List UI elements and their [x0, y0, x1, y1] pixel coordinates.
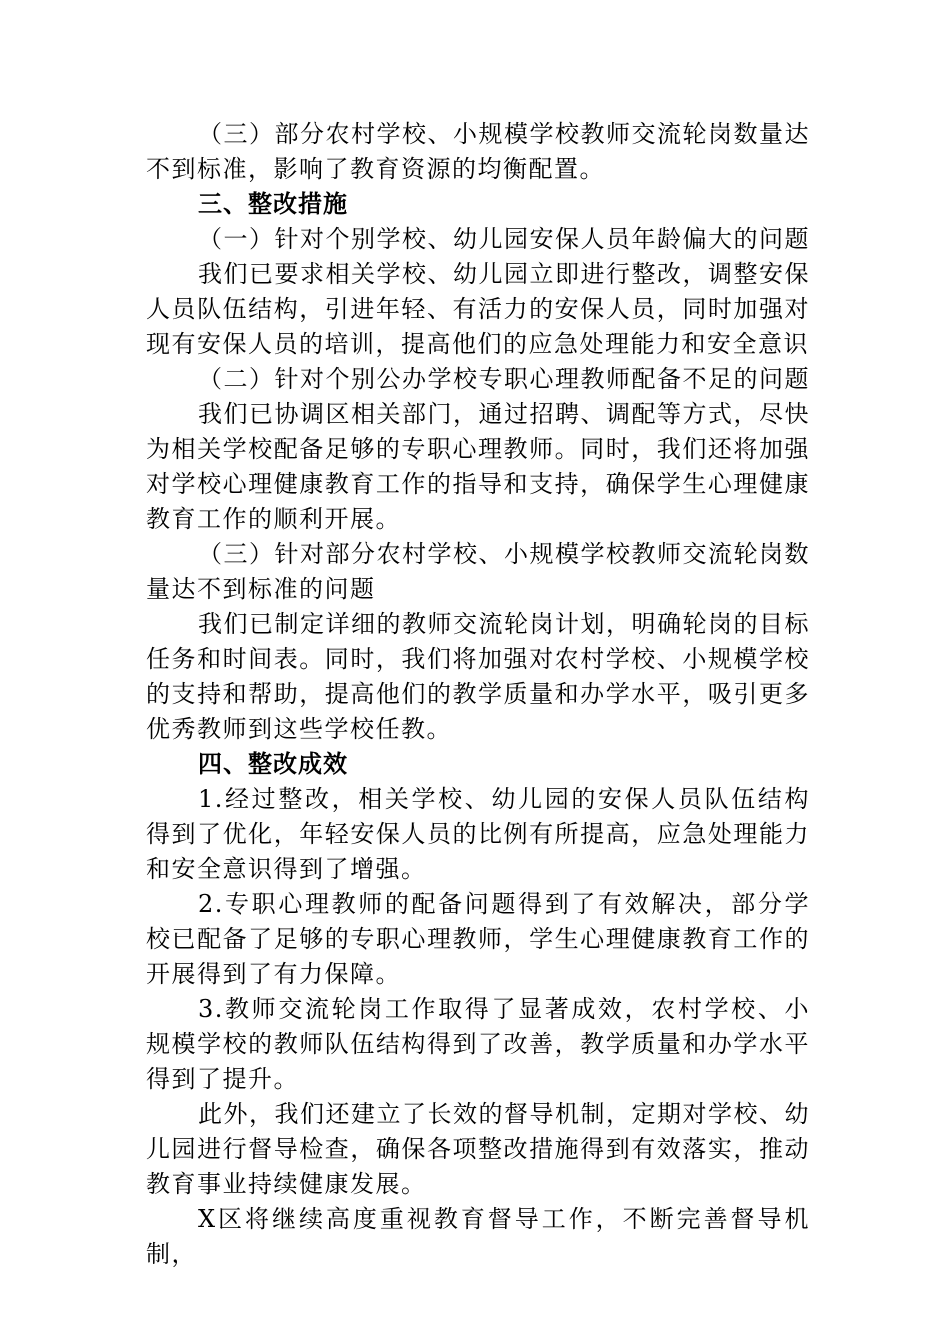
subheading-teacher-rotation: （三）针对部分农村学校、小规模学校教师交流轮岗数量达不到标准的问题	[146, 540, 810, 603]
paragraph-rotation-issue: （三）部分农村学校、小规模学校教师交流轮岗数量达不到标准，影响了教育资源的均衡配置。	[146, 120, 810, 183]
paragraph-result-2: 2.专职心理教师的配备问题得到了有效解决，部分学校已配备了足够的专职心理教师，学生心理健康教育工作的开展得到了有力保障。	[146, 890, 810, 988]
subheading-psychology-teachers: （二）针对个别公办学校专职心理教师配备不足的问题	[198, 365, 810, 393]
document-page	[146, 117, 810, 1272]
subheading-security-staff-age: （一）针对个别学校、幼儿园安保人员年龄偏大的问题	[198, 225, 810, 253]
paragraph-psychology-teacher-measures: 我们已协调区相关部门，通过招聘、调配等方式，尽快为相关学校配备足够的专职心理教师。同时，我们还将加强对学校心理健康教育工作的指导和支持，确保学生心理健康教育工作的顺利开展。	[146, 400, 810, 533]
paragraph-result-1: 1.经过整改，相关学校、幼儿园的安保人员队伍结构得到了优化，年轻安保人员的比例有所提高，应急处理能力和安全意识得到了增强。	[146, 785, 810, 883]
section-heading-rectification-measures: 三、整改措施	[198, 190, 348, 218]
paragraph-supervision-mechanism: 此外，我们还建立了长效的督导机制，定期对学校、幼儿园进行督导检查，确保各项整改措施得到有效落实，推动教育事业持续健康发展。	[146, 1100, 810, 1198]
paragraph-security-staff-measures: 我们已要求相关学校、幼儿园立即进行整改，调整安保人员队伍结构，引进年轻、有活力的安保人员，同时加强对现有安保人员的培训，提高他们的应急处理能力和安全意识	[146, 260, 810, 358]
section-heading-rectification-results: 四、整改成效	[198, 750, 348, 778]
paragraph-teacher-rotation-measures: 我们已制定详细的教师交流轮岗计划，明确轮岗的目标任务和时间表。同时，我们将加强对农村学校、小规模学校的支持和帮助，提高他们的教学质量和办学水平，吸引更多优秀教师到这些学校任教。	[146, 610, 810, 743]
paragraph-result-3: 3.教师交流轮岗工作取得了显著成效，农村学校、小规模学校的教师队伍结构得到了改善，教学质量和办学水平得到了提升。	[146, 995, 810, 1093]
paragraph-closing: X区将继续高度重视教育督导工作，不断完善督导机制，	[146, 1205, 810, 1268]
